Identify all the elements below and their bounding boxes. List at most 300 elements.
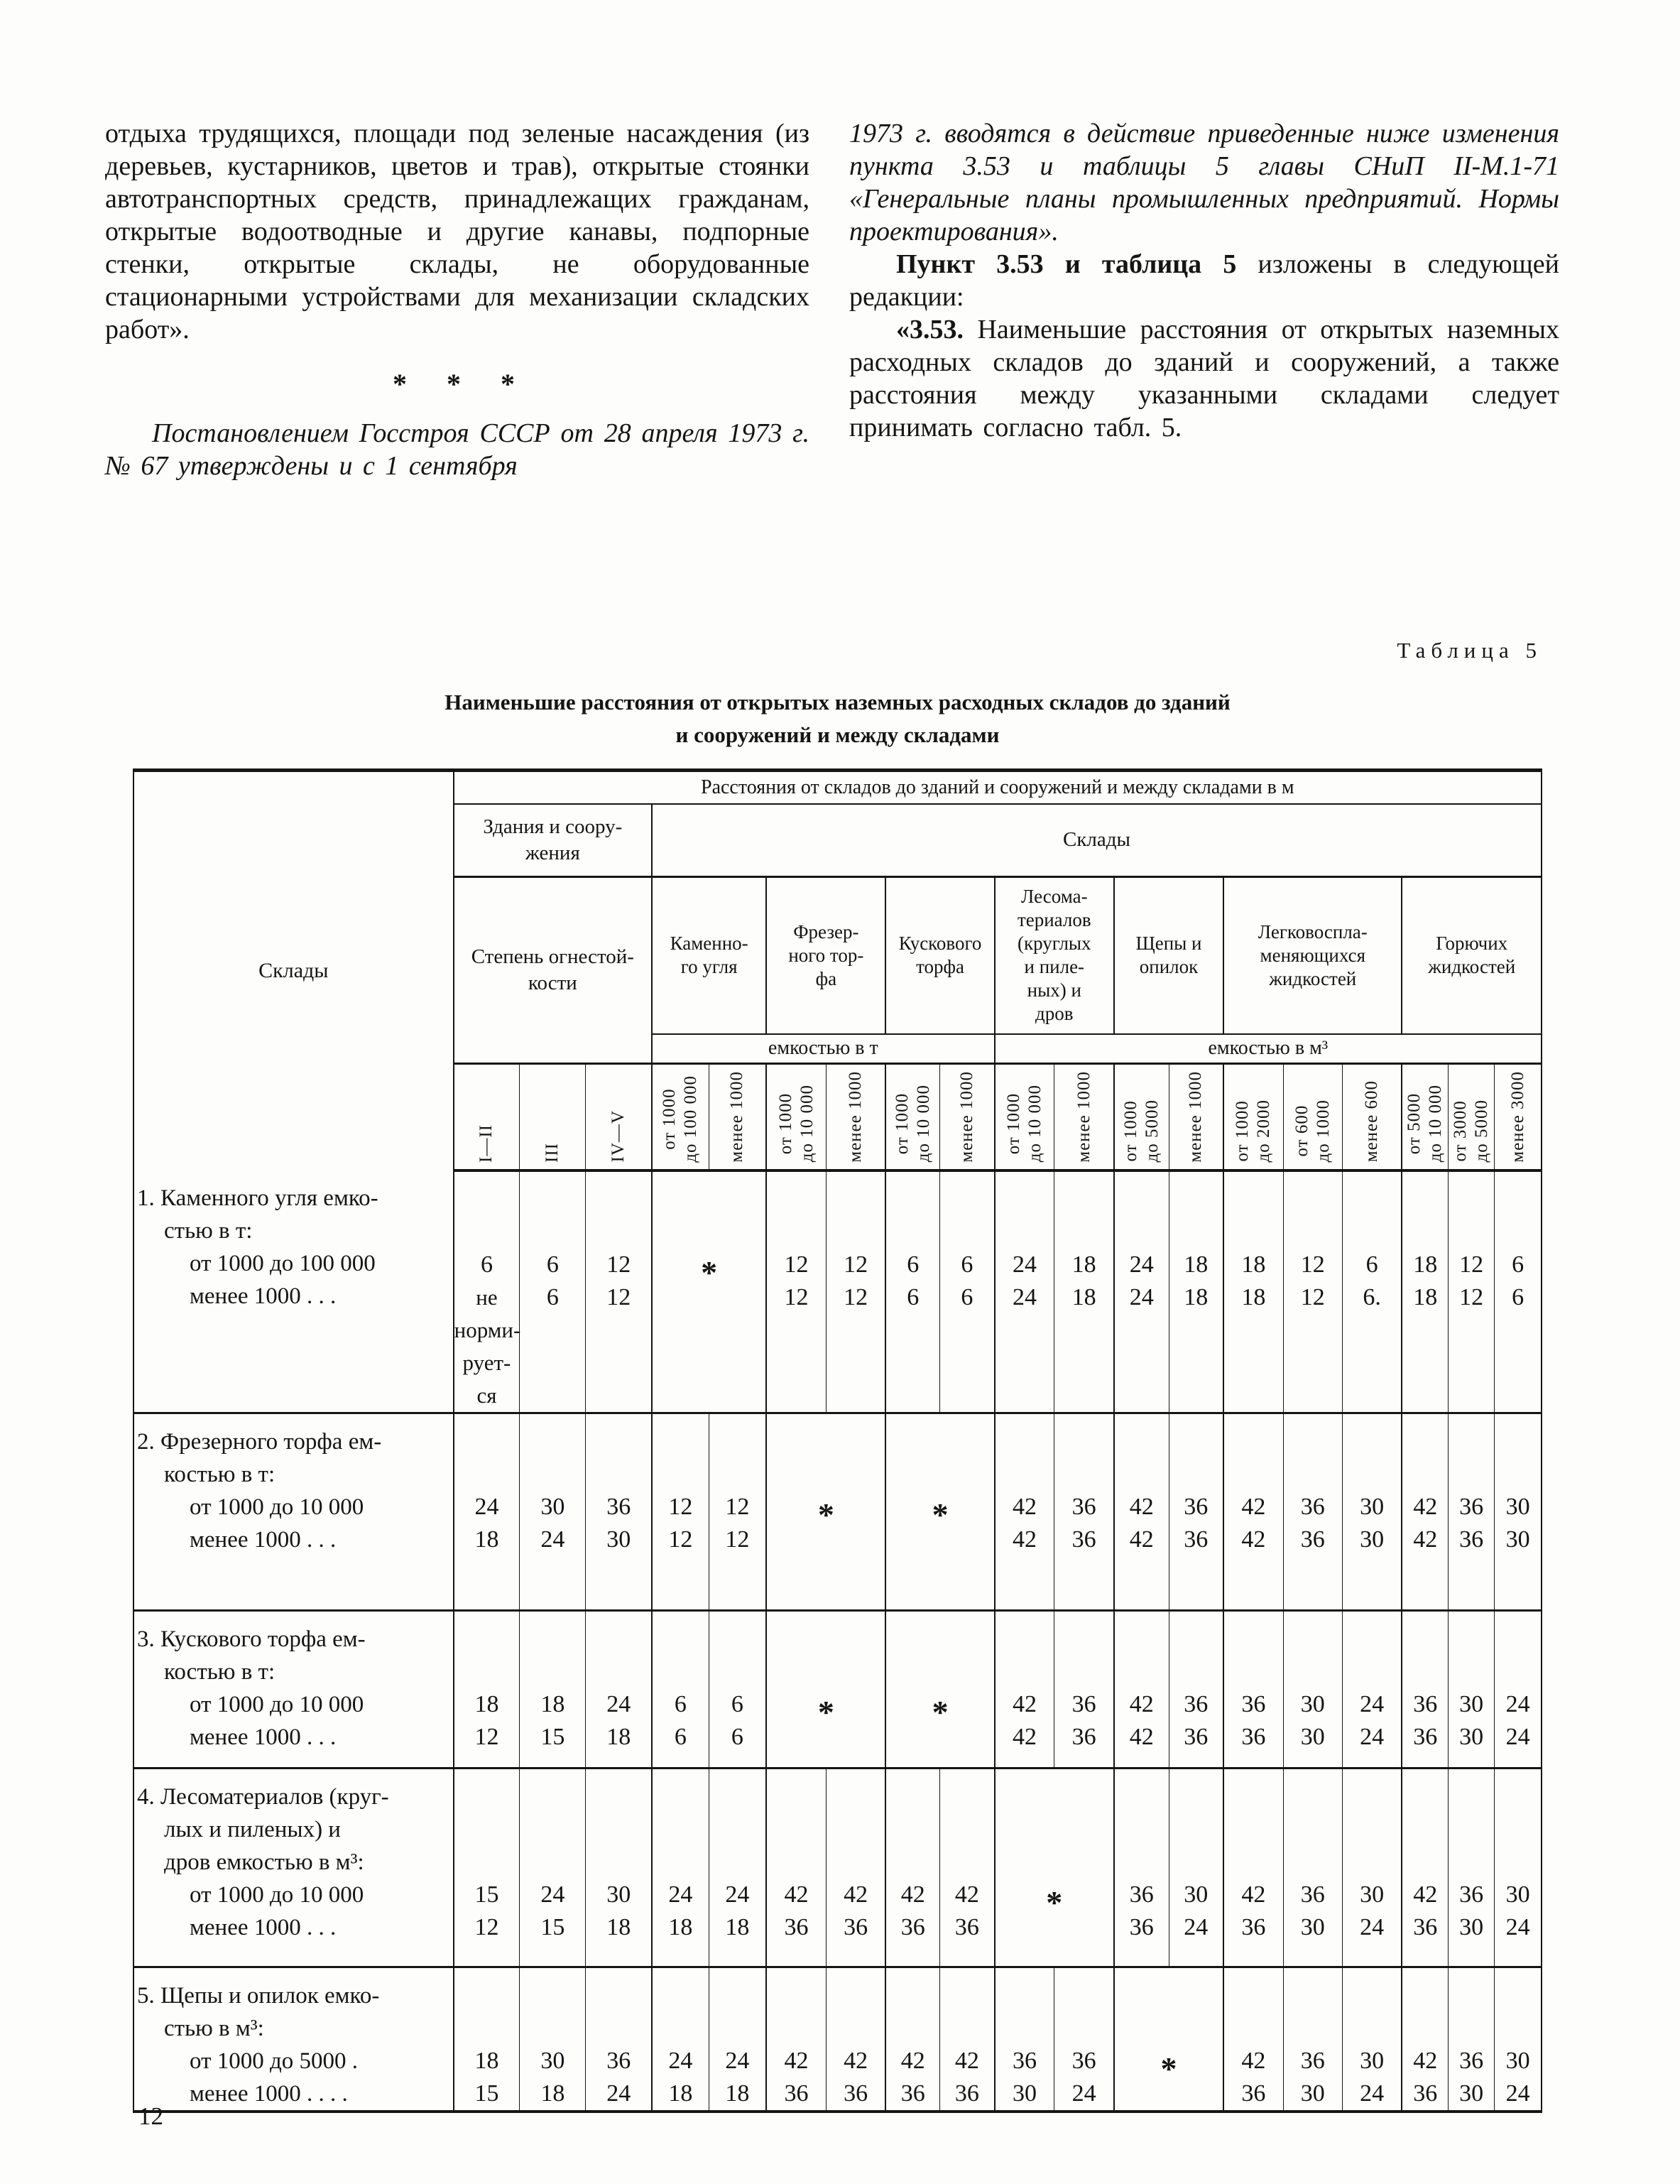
value-line-1: 12 <box>784 1251 809 1278</box>
value-line-1: 12 <box>844 1251 868 1278</box>
value-line-2: 42 <box>1413 1526 1438 1553</box>
fire-resistance-header: Степень огнестой- кости <box>454 877 652 1064</box>
capacity-col-3-1 <box>1054 1064 1114 1170</box>
capacity-m3-band: емкостью в м³ <box>995 1034 1542 1064</box>
row-label-line: лых и пиленых) и <box>164 1817 341 1842</box>
star-cell <box>766 1413 885 1611</box>
value-cell <box>1114 1769 1169 1967</box>
value-line-2: 12 <box>668 1526 693 1553</box>
value-cell <box>1169 1769 1223 1967</box>
value-line-2: 36 <box>900 1914 925 1940</box>
value-line-2: 30 <box>1459 2080 1484 2107</box>
value-line-1: 36 <box>1459 2048 1484 2074</box>
value-cell <box>1054 1967 1114 2112</box>
fire-degree-col-0 <box>454 1064 520 1170</box>
value-line-1: 36 <box>1184 1691 1209 1717</box>
capacity-tons-band: емкостью в т <box>652 1034 995 1064</box>
value-cell <box>1054 1611 1114 1769</box>
value-cell <box>1449 1611 1495 1769</box>
row-label-line: менее 1000 . . . <box>190 1283 337 1309</box>
value-line-1: 36 <box>606 1494 631 1520</box>
value-line-1: 6 <box>546 1251 559 1278</box>
clause-text: Наименьшие расстояния от открытых наземных расходных складов до зданий и сооружений, а также расстояния между указанными складами следует принимать согласно табл. 5. <box>849 315 1559 442</box>
row-label-line: менее 1000 . . . . <box>190 2081 348 2107</box>
value-cell <box>1449 1769 1495 1967</box>
value-cell <box>766 1170 826 1413</box>
value-line-1: 12 <box>668 1494 693 1520</box>
value-line-2: 6 <box>907 1283 920 1310</box>
value-cell <box>1402 1170 1448 1413</box>
value-line-2: 36 <box>1413 2080 1438 2107</box>
value-line-1: 42 <box>1012 1494 1037 1520</box>
value-cell <box>766 1967 826 2112</box>
value-line-1: 24 <box>606 1691 631 1717</box>
row-label-cell-1 <box>133 1413 454 1611</box>
value-cell <box>995 1413 1054 1611</box>
fire-degree-col-2 <box>586 1064 652 1170</box>
value-line-1: 24 <box>1505 1691 1530 1717</box>
star-cell <box>995 1769 1114 1967</box>
value-line-2: 12 <box>1459 1283 1484 1310</box>
row-label-line: менее 1000 . . . <box>190 1724 337 1750</box>
value-line-1: 30 <box>1360 2048 1385 2074</box>
value-line-2: 12 <box>474 1914 499 1940</box>
value-line-2: 24 <box>1360 1914 1385 1940</box>
asterisk-mark: * <box>932 1694 949 1730</box>
capacity-col-2-0-text: от 1000 до 10 000 <box>892 1085 933 1163</box>
value-line-1: 30 <box>606 1881 631 1908</box>
value-line-2: 36 <box>1413 1724 1438 1750</box>
capacity-col-2-0 <box>885 1064 939 1170</box>
commodity-header-2: Кускового торфа <box>885 877 994 1034</box>
capacity-col-3-0 <box>995 1064 1054 1170</box>
value-line-2: 6 <box>961 1283 973 1310</box>
value-line-1: 6 <box>731 1691 743 1717</box>
paragraph-decree: Постановлением Госстроя СССР от 28 апреля 1973 г. № 67 утверждены и с 1 сентября <box>105 418 809 481</box>
value-line-2: 30 <box>1459 1724 1484 1750</box>
row-label-line: 5. Щепы и опилок емко- <box>137 1983 380 2009</box>
capacity-col-4-0 <box>1114 1064 1169 1170</box>
value-cell <box>1402 1611 1448 1769</box>
value-cell <box>586 1413 652 1611</box>
value-cell <box>1169 1170 1223 1413</box>
commodity-header-4: Щепы и опилок <box>1114 877 1223 1034</box>
value-line-2: 18 <box>1413 1283 1438 1310</box>
capacity-col-1-0 <box>766 1064 826 1170</box>
value-line-2: 24 <box>1360 1724 1385 1750</box>
value-line-2: 30 <box>1459 1914 1484 1940</box>
value-line-2: 30 <box>1300 1724 1325 1750</box>
value-cell <box>520 1611 586 1769</box>
value-line-2: 36 <box>1184 1724 1209 1750</box>
value-line-2: 18 <box>725 1914 750 1940</box>
value-cell <box>1449 1967 1495 2112</box>
value-line-2: 18 <box>668 2080 693 2107</box>
value-line-1: 24 <box>474 1494 499 1520</box>
value-line-1: 24 <box>725 1881 750 1908</box>
value-line-2: 18 <box>1071 1283 1096 1310</box>
value-line-1: 42 <box>954 1881 979 1908</box>
value-line-2: 24 <box>1071 2080 1096 2107</box>
value-line-1: 36 <box>1300 1494 1325 1520</box>
value-line-1: 42 <box>1241 1494 1266 1520</box>
value-cell <box>1342 1413 1402 1611</box>
value-line-2: 30 <box>1012 2080 1037 2107</box>
point-reference-rest: изложены в следующей редакции: <box>849 249 1559 312</box>
value-cell <box>586 1769 652 1967</box>
value-line-1: 42 <box>784 1881 809 1908</box>
star-cell <box>1114 1967 1223 2112</box>
value-cell <box>1342 1611 1402 1769</box>
value-cell <box>652 1967 709 2112</box>
value-line-2: 18 <box>606 1724 631 1750</box>
value-line-1: 42 <box>900 2048 925 2074</box>
value-line-2: 24 <box>1505 1724 1530 1750</box>
value-cell <box>709 1413 766 1611</box>
value-line-2: 15 <box>540 1724 565 1750</box>
value-line-2: 36 <box>784 1914 809 1940</box>
value-cell <box>1169 1413 1223 1611</box>
capacity-col-3-1-text: менее 1000 <box>1074 1070 1093 1163</box>
value-line-1: 36 <box>1129 1881 1154 1908</box>
value-line-2: 36 <box>844 1914 868 1940</box>
value-line-2: 36 <box>954 2080 979 2107</box>
value-cell <box>1223 1611 1283 1769</box>
value-line-1: 18 <box>474 2048 499 2074</box>
value-cell <box>1114 1611 1169 1769</box>
asterisk-mark: * <box>817 1496 834 1533</box>
row-label-line: 4. Лесоматериалов (круг- <box>137 1784 389 1810</box>
value-cell <box>709 1769 766 1967</box>
value-line-1: 30 <box>1184 1881 1209 1908</box>
value-cell <box>520 1769 586 1967</box>
commodity-header-6: Горючих жидкостей <box>1402 877 1542 1034</box>
value-cell <box>1449 1413 1495 1611</box>
value-cell <box>995 1967 1054 2112</box>
value-cell <box>652 1611 709 1769</box>
value-cell <box>1402 1413 1448 1611</box>
value-line-1: 42 <box>784 2048 809 2074</box>
value-cell <box>454 1170 520 1413</box>
value-line-2: 24 <box>1129 1283 1154 1310</box>
asterisk-mark: * <box>932 1496 949 1533</box>
value-line-1: 36 <box>1300 1881 1325 1908</box>
value-cell <box>1223 1413 1283 1611</box>
value-line-1: 18 <box>474 1691 499 1717</box>
row-label-cell-2 <box>133 1611 454 1769</box>
value-line-1: 36 <box>606 2048 631 2074</box>
value-line-1: 36 <box>1071 1691 1096 1717</box>
value-cell <box>709 1967 766 2112</box>
value-line-2: 24 <box>1505 1914 1530 1940</box>
value-cell <box>1054 1170 1114 1413</box>
capacity-col-4-1-text: менее 1000 <box>1186 1070 1206 1163</box>
row-label-line: менее 1000 . . . <box>190 1527 337 1553</box>
value-cell <box>1342 1170 1402 1413</box>
commodity-header-0: Каменно- го угля <box>652 877 766 1034</box>
row-label-line: 3. Кускового торфа ем- <box>137 1626 366 1652</box>
value-cell <box>1495 1413 1542 1611</box>
capacity-col-6-1 <box>1449 1064 1495 1170</box>
value-cell <box>520 1967 586 2112</box>
value-line-2: 6 <box>1512 1283 1524 1310</box>
value-line-1: 24 <box>1129 1251 1154 1278</box>
value-cell <box>1495 1967 1542 2112</box>
value-cell <box>1402 1967 1448 2112</box>
value-line-2: 36 <box>1413 1914 1438 1940</box>
value-line-2: 12 <box>844 1283 868 1310</box>
value-line-1: 36 <box>1459 1494 1484 1520</box>
value-line-1: 24 <box>725 2048 750 2074</box>
value-line-1: 24 <box>1360 1691 1385 1717</box>
value-line-1: 30 <box>1505 1881 1530 1908</box>
value-cell <box>1449 1170 1495 1413</box>
capacity-col-6-2 <box>1495 1064 1542 1170</box>
value-cell <box>885 1967 939 2112</box>
value-line-2: 12 <box>606 1283 631 1310</box>
value-line-1: 42 <box>954 2048 979 2074</box>
commodity-header-3: Лесома- териалов (круглых и пиле- ных) и дров <box>995 877 1114 1034</box>
value-line-2: 24 <box>606 2080 631 2107</box>
value-cell <box>1495 1170 1542 1413</box>
value-cell <box>1283 1611 1342 1769</box>
value-line-1: 42 <box>1012 1691 1037 1717</box>
value-cell <box>1283 1769 1342 1967</box>
capacity-col-6-0 <box>1402 1064 1448 1170</box>
value-line-1: 36 <box>1300 2048 1325 2074</box>
distance-table <box>133 768 1542 2113</box>
capacity-col-5-0 <box>1223 1064 1283 1170</box>
row-label-line: стью в м³: <box>164 2016 264 2041</box>
value-line-2: 42 <box>1241 1526 1266 1553</box>
value-line-1: 30 <box>1505 1494 1530 1520</box>
value-line-1: 6 <box>480 1251 493 1278</box>
value-line-2: 36 <box>1129 1914 1154 1940</box>
row-label-cell-4 <box>133 1967 454 2112</box>
value-line-2: 18 <box>540 2080 565 2107</box>
paragraph-clause-353 <box>849 313 1559 444</box>
fire-degree-col-1 <box>520 1064 586 1170</box>
value-line-1: 36 <box>1071 1494 1096 1520</box>
value-line-1: 30 <box>1360 1881 1385 1908</box>
value-line-2: 42 <box>1129 1724 1154 1750</box>
value-line-1: 6 <box>1365 1251 1378 1278</box>
value-line-2: 24 <box>1505 2080 1530 2107</box>
value-line-2: 36 <box>1241 2080 1266 2107</box>
capacity-col-5-2 <box>1342 1064 1402 1170</box>
capacity-col-5-1 <box>1283 1064 1342 1170</box>
value-cell <box>766 1769 826 1967</box>
value-line-1: 36 <box>1459 1881 1484 1908</box>
value-line-2: 24 <box>1184 1914 1209 1940</box>
value-line-2: 30 <box>1505 1526 1530 1553</box>
value-line-2: 36 <box>1241 1914 1266 1940</box>
value-cell <box>1283 1967 1342 2112</box>
value-line-2: 42 <box>1012 1526 1037 1553</box>
value-cell <box>826 1170 885 1413</box>
row-label-cell-3 <box>133 1769 454 1967</box>
star-cell <box>885 1611 994 1769</box>
capacity-col-5-2-text: менее 600 <box>1362 1080 1382 1163</box>
capacity-col-1-0-text: от 1000 до 10 000 <box>775 1085 817 1163</box>
value-line-2: 18 <box>1241 1283 1266 1310</box>
value-line-1: 18 <box>540 1691 565 1717</box>
capacity-col-6-1-text: от 3000 до 5000 <box>1451 1099 1492 1163</box>
row-label-line: менее 1000 . . . <box>190 1915 337 1940</box>
value-line-2: 18 <box>668 1914 693 1940</box>
value-line-1: 30 <box>1360 1494 1385 1520</box>
value-line-2: 12 <box>474 1724 499 1750</box>
value-line-2: 12 <box>725 1526 750 1553</box>
value-cell <box>826 1967 885 2112</box>
value-line-2: не норми- рует- ся <box>454 1284 521 1408</box>
value-line-2: 18 <box>1184 1283 1209 1310</box>
fire-degree-col-1-text: III <box>542 1142 562 1163</box>
value-line-2: 36 <box>1300 1526 1325 1553</box>
value-cell <box>1223 1967 1283 2112</box>
row-label-line: от 1000 до 5000 . <box>190 2048 359 2074</box>
value-line-2: 6. <box>1363 1283 1381 1310</box>
value-line-1: 18 <box>1413 1251 1438 1278</box>
value-line-2: 36 <box>954 1914 979 1940</box>
value-cell <box>454 1967 520 2112</box>
value-line-1: 36 <box>1184 1494 1209 1520</box>
value-line-2: 12 <box>1300 1283 1325 1310</box>
value-line-1: 30 <box>1505 2048 1530 2074</box>
value-line-2: 24 <box>540 1526 565 1553</box>
value-line-1: 24 <box>540 1881 565 1908</box>
capacity-col-3-0-text: от 1000 до 10 000 <box>1003 1085 1044 1163</box>
value-cell <box>1283 1170 1342 1413</box>
value-line-2: 36 <box>784 2080 809 2107</box>
value-line-2: 18 <box>474 1526 499 1553</box>
asterisk-mark: * <box>701 1254 718 1291</box>
value-line-1: 24 <box>1012 1251 1037 1278</box>
value-line-1: 42 <box>1413 1494 1438 1520</box>
value-cell <box>454 1769 520 1967</box>
capacity-col-0-1 <box>709 1064 766 1170</box>
row-label-line: дров емкостью в м³: <box>164 1849 364 1875</box>
value-cell <box>885 1769 939 1967</box>
row-label-line: от 1000 до 100 000 <box>190 1250 376 1276</box>
value-line-1: 36 <box>1241 1691 1266 1717</box>
table-caption-line1: Наименьшие расстояния от открытых наземных расходных складов до зданий <box>444 690 1231 715</box>
capacity-col-2-1 <box>940 1064 995 1170</box>
value-line-1: 42 <box>1129 1691 1154 1717</box>
capacity-col-4-0-text: от 1000 до 5000 <box>1120 1099 1162 1163</box>
capacity-col-6-2-text: менее 3000 <box>1507 1070 1527 1163</box>
row-label-line: от 1000 до 10 000 <box>190 1692 364 1717</box>
value-cell <box>940 1769 995 1967</box>
value-cell <box>1223 1170 1283 1413</box>
value-line-1: 42 <box>1413 2048 1438 2074</box>
value-line-1: 30 <box>1300 1691 1325 1717</box>
value-cell <box>995 1170 1054 1413</box>
asterisk-mark: * <box>1160 2050 1177 2087</box>
row-label-line: 1. Каменного угля емко- <box>137 1185 378 1211</box>
value-line-2: 30 <box>1360 1526 1385 1553</box>
value-line-1: 24 <box>668 1881 693 1908</box>
value-line-1: 36 <box>1071 2048 1096 2074</box>
value-line-1: 42 <box>1413 1881 1438 1908</box>
value-cell <box>586 1967 652 2112</box>
value-line-2: 42 <box>1129 1526 1154 1553</box>
capacity-col-5-0-text: от 1000 до 2000 <box>1233 1099 1274 1163</box>
value-line-1: 30 <box>540 2048 565 2074</box>
paragraph-warehouses-definition: отдыха трудящихся, площади под зеленые насаждения (из деревьев, кустарников, цветов и трав), открытые стоянки автотранспортных средств, принадлежащих гражданам, открытые водоотводные и другие канавы, подпорные стенки, открытые склады, не оборудованные стационарными устройствами для механизации складских работ». <box>105 119 809 344</box>
star-cell <box>766 1611 885 1769</box>
commodity-header-5: Легковоспла- меняющихся жидкостей <box>1223 877 1402 1034</box>
value-line-2: 36 <box>1241 1724 1266 1750</box>
row-label-cell-0 <box>133 1170 454 1413</box>
table-number-label: Таблица 5 <box>1397 638 1542 663</box>
page-number: 12 <box>138 2102 163 2130</box>
capacity-col-5-1-text: от 600 до 1000 <box>1292 1099 1333 1163</box>
value-line-2: 36 <box>900 2080 925 2107</box>
row-label-line: стью в т: <box>164 1217 253 1244</box>
buildings-structures-header: Здания и соору- жения <box>454 804 652 877</box>
value-line-2: 42 <box>1012 1724 1037 1750</box>
span-header-distances: Расстояния от складов до зданий и сооружений и между складами в м <box>454 771 1542 804</box>
value-line-1: 42 <box>844 2048 868 2074</box>
value-line-1: 30 <box>540 1494 565 1520</box>
capacity-col-0-0-text: от 1000 до 100 000 <box>660 1075 701 1163</box>
row-label-line: костью в т: <box>164 1462 276 1487</box>
value-line-1: 18 <box>1241 1251 1266 1278</box>
value-line-1: 18 <box>1184 1251 1209 1278</box>
value-cell <box>1114 1170 1169 1413</box>
row-label-line: от 1000 до 10 000 <box>190 1882 364 1908</box>
value-line-2: 30 <box>1300 2080 1325 2107</box>
value-line-2: 36 <box>1071 1724 1096 1750</box>
capacity-col-1-1-text: менее 1000 <box>846 1070 866 1163</box>
stub-header-sklady: Склады <box>133 771 454 1170</box>
value-line-1: 42 <box>1241 1881 1266 1908</box>
value-cell <box>826 1769 885 1967</box>
value-cell <box>940 1967 995 2112</box>
capacity-col-1-1 <box>826 1064 885 1170</box>
value-cell <box>1342 1769 1402 1967</box>
value-line-1: 42 <box>900 1881 925 1908</box>
value-line-2: 15 <box>540 1914 565 1940</box>
value-line-1: 12 <box>725 1494 750 1520</box>
value-line-2: 36 <box>1071 1526 1096 1553</box>
value-cell <box>520 1170 586 1413</box>
value-line-1: 42 <box>1129 1494 1154 1520</box>
value-line-1: 12 <box>606 1251 631 1278</box>
value-line-2: 36 <box>844 2080 868 2107</box>
value-cell <box>995 1611 1054 1769</box>
value-line-2: 36 <box>1459 1526 1484 1553</box>
fire-degree-col-2-text: IV—V <box>609 1110 628 1163</box>
capacity-col-6-0-text: от 5000 до 10 000 <box>1404 1085 1446 1163</box>
value-line-1: 30 <box>1459 1691 1484 1717</box>
warehouses-group-header: Склады <box>652 804 1542 877</box>
value-cell <box>1054 1413 1114 1611</box>
value-cell <box>1495 1611 1542 1769</box>
value-line-1: 18 <box>1071 1251 1096 1278</box>
value-cell <box>454 1413 520 1611</box>
value-cell <box>1114 1413 1169 1611</box>
value-line-2: 6 <box>546 1283 559 1310</box>
value-cell <box>1342 1967 1402 2112</box>
value-cell <box>1283 1413 1342 1611</box>
value-cell <box>652 1413 709 1611</box>
row-label-line: костью в т: <box>164 1659 276 1685</box>
asterisk-mark: * <box>817 1694 834 1730</box>
capacity-col-2-1-text: менее 1000 <box>956 1070 976 1163</box>
value-cell <box>1402 1769 1448 1967</box>
